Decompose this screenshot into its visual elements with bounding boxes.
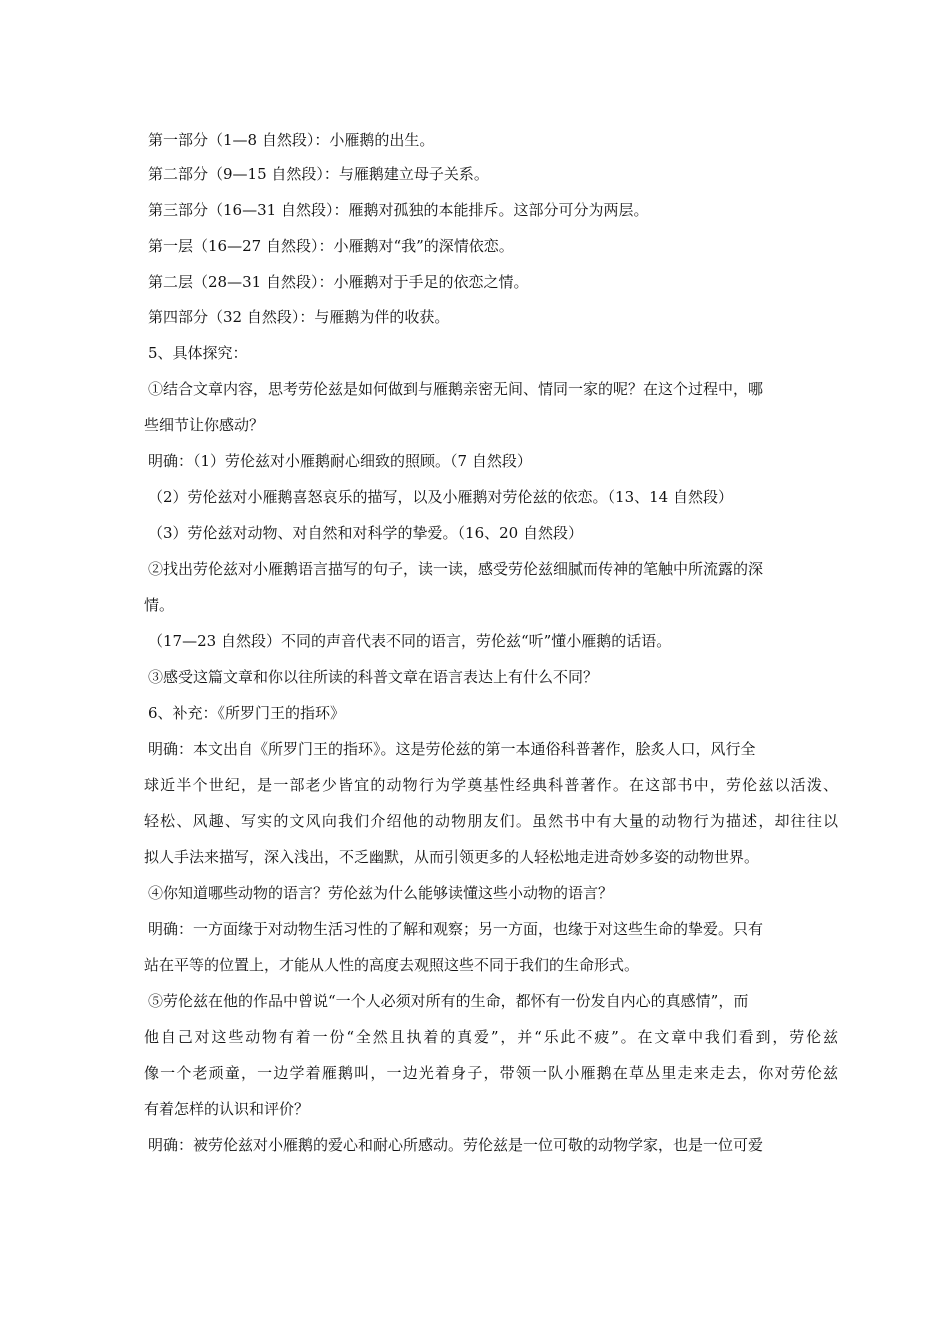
answer-line: （2）劳伦兹对小雁鹅喜怒哀乐的描写，以及小雁鹅对劳伦兹的依恋。（13、14 自然段）: [148, 488, 733, 506]
question-line: ③感受这篇文章和你以往所读的科普文章在语言表达上有什么不同？: [148, 668, 599, 686]
question-line: 他自己对这些动物有着一份“全然且执着的真爱”，并“乐此不疲”。在文章中我们看到，劳伦兹: [144, 1028, 838, 1046]
answer-line: 明确：（1）劳伦兹对小雁鹅耐心细致的照顾。（7 自然段）: [148, 452, 532, 470]
question-line: ②找出劳伦兹对小雁鹅语言描写的句子，读一读，感受劳伦兹细腻而传神的笔触中所流露的深: [148, 560, 764, 578]
paragraph-line: 第一层（16—27 自然段）：小雁鹅对“我”的深情依恋。: [148, 237, 514, 255]
answer-line: 球近半个世纪，是一部老少皆宜的动物行为学奠基性经典科普著作。在这部书中，劳伦兹以活泼、: [144, 776, 838, 794]
paragraph-line: 第一部分（1—8 自然段）：小雁鹅的出生。: [148, 131, 435, 149]
question-line: 情。: [144, 596, 175, 614]
question-line: ①结合文章内容，思考劳伦兹是如何做到与雁鹅亲密无间、情同一家的呢？在这个过程中，哪: [148, 380, 764, 398]
paragraph-line: 第二部分（9—15 自然段）：与雁鹅建立母子关系。: [148, 165, 489, 183]
answer-line: 拟人手法来描写，深入浅出，不乏幽默，从而引领更多的人轻松地走进奇妙多姿的动物世界。: [144, 848, 760, 866]
paragraph-line: 第二层（28—31 自然段）：小雁鹅对于手足的依恋之情。: [148, 273, 529, 291]
section-heading: 5、具体探究：: [148, 344, 248, 362]
question-line: 些细节让你感动？: [144, 416, 265, 434]
answer-line: 站在平等的位置上，才能从人性的高度去观照这些不同于我们的生命形式。: [144, 956, 640, 974]
answer-line: （17—23 自然段）不同的声音代表不同的语言，劳伦兹“听”懂小雁鹅的话语。: [148, 632, 672, 650]
answer-line: 明确：被劳伦兹对小雁鹅的爱心和耐心所感动。劳伦兹是一位可敬的动物学家，也是一位可爱: [148, 1136, 764, 1154]
paragraph-line: 第四部分（32 自然段）：与雁鹅为伴的收获。: [148, 308, 450, 326]
question-line: 像一个老顽童，一边学着雁鹅叫，一边光着身子，带领一队小雁鹅在草丛里走来走去，你对劳伦兹: [144, 1064, 838, 1082]
answer-line: 明确：本文出自《所罗门王的指环》。这是劳伦兹的第一本通俗科普著作，脍炙人口，风行全: [148, 740, 756, 758]
answer-line: （3）劳伦兹对动物、对自然和对科学的挚爱。（16、20 自然段）: [148, 524, 583, 542]
question-line: ⑤劳伦兹在他的作品中曾说“一个人必须对所有的生命，都怀有一份发自内心的真感情”，而: [148, 992, 749, 1010]
section-heading: 6、补充：《所罗门王的指环》: [148, 704, 346, 722]
question-line: ④你知道哪些动物的语言？劳伦兹为什么能够读懂这些小动物的语言？: [148, 884, 614, 902]
answer-line: 明确：一方面缘于对动物生活习性的了解和观察；另一方面，也缘于对这些生命的挚爱。只有: [148, 920, 764, 938]
answer-line: 轻松、风趣、写实的文风向我们介绍他的动物朋友们。虽然书中有大量的动物行为描述，却往往以: [144, 812, 838, 830]
paragraph-line: 第三部分（16—31 自然段）：雁鹅对孤独的本能排斥。这部分可分为两层。: [148, 201, 649, 219]
question-line: 有着怎样的认识和评价？: [144, 1100, 310, 1118]
